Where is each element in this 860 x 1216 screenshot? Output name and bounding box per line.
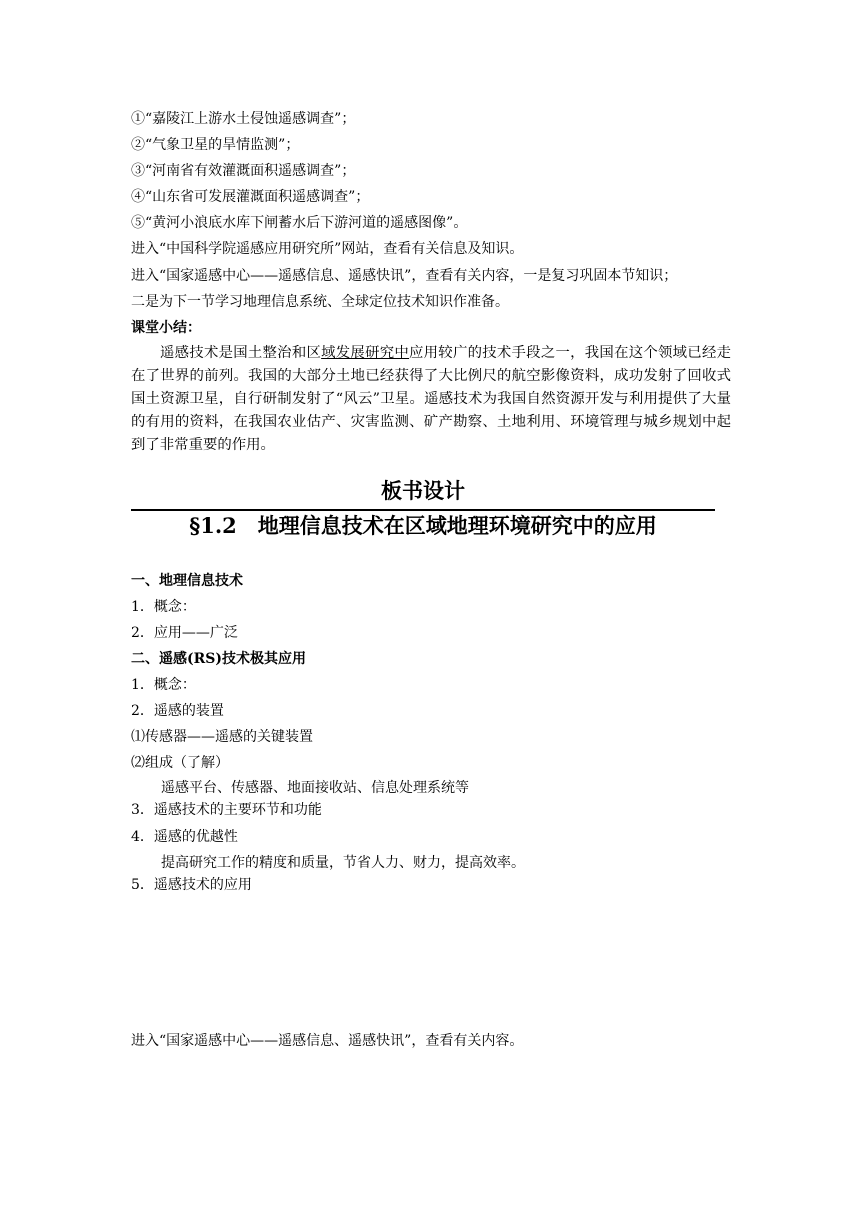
summary-heading: 课堂小结： (131, 320, 201, 336)
section-title: §1.2 地理信息技术在区域地理环境研究中的应用 (189, 513, 657, 538)
list-item-3: ③“河南省有效灌溉面积遥感调查”； (131, 163, 356, 179)
access-instruction-1: 进入“中国科学院遥感应用研究所”网站，查看有关信息及知识。 (131, 241, 524, 257)
list-item-2: ②“气象卫星的旱情监测”； (131, 137, 300, 153)
outline-item-12: 提高研究工作的精度和质量，节省人力、财力，提高效率。 (161, 855, 525, 871)
outline-item-5: 1．概念： (131, 677, 196, 693)
outline-item-3: 2．应用——广泛 (131, 625, 238, 641)
outline-item-2: 1．概念： (131, 599, 196, 615)
outline-item-6: 2．遥感的装置 (131, 703, 224, 719)
summary-text-post: 应用较广的技术手段之一，我国在这个领域已经走在了世界的前列。我国的大部分土地已经获得了大比例尺的航空影像资料，成功发射了回收式国土资源卫星，自行研制发射了“风云”卫星。遥感技术为我国自然资源开发与利用提供了大量的有用的资料，在我国农业估产、灾害监测、矿产勘察、土地利用、环境管理与城乡规划中起到了非常重要的作用。 (131, 345, 731, 453)
access-instruction-2b: 二是为下一节学习地理信息系统、全球定位技术知识作准备。 (131, 294, 509, 310)
board-design-title: 板书设计 (381, 478, 465, 503)
access-instruction-2a: 进入“国家遥感中心——遥感信息、遥感快讯”，查看有关内容，一是复习巩固本节知识； (131, 268, 678, 284)
outline-item-11: 4．遥感的优越性 (131, 829, 238, 845)
summary-text-underlined: 域发展研究中 (321, 345, 410, 361)
list-item-5: ⑤“黄河小浪底水库下闸蓄水后下游河道的遥感图像”。 (131, 215, 468, 231)
list-item-4: ④“山东省可发展灌溉面积遥感调查”； (131, 189, 370, 205)
outline-item-10: 3．遥感技术的主要环节和功能 (131, 802, 322, 818)
outline-item-13: 5．遥感技术的应用 (131, 877, 252, 893)
outline-item-1: 一、地理信息技术 (131, 573, 243, 589)
footer-note: 进入“国家遥感中心——遥感信息、遥感快讯”，查看有关内容。 (131, 1033, 524, 1049)
outline-item-4: 二、遥感(RS)技术极其应用 (131, 651, 306, 667)
outline-item-8: ⑵组成（了解） (131, 755, 229, 771)
summary-text-pre: 遥感技术是国土整治和区 (160, 345, 322, 361)
outline-item-9: 遥感平台、传感器、地面接收站、信息处理系统等 (161, 780, 469, 796)
list-item-1: ①“嘉陵江上游水土侵蚀遥感调查”； (131, 111, 356, 127)
summary-paragraph (131, 342, 731, 457)
outline-item-7: ⑴传感器——遥感的关键装置 (131, 729, 313, 745)
